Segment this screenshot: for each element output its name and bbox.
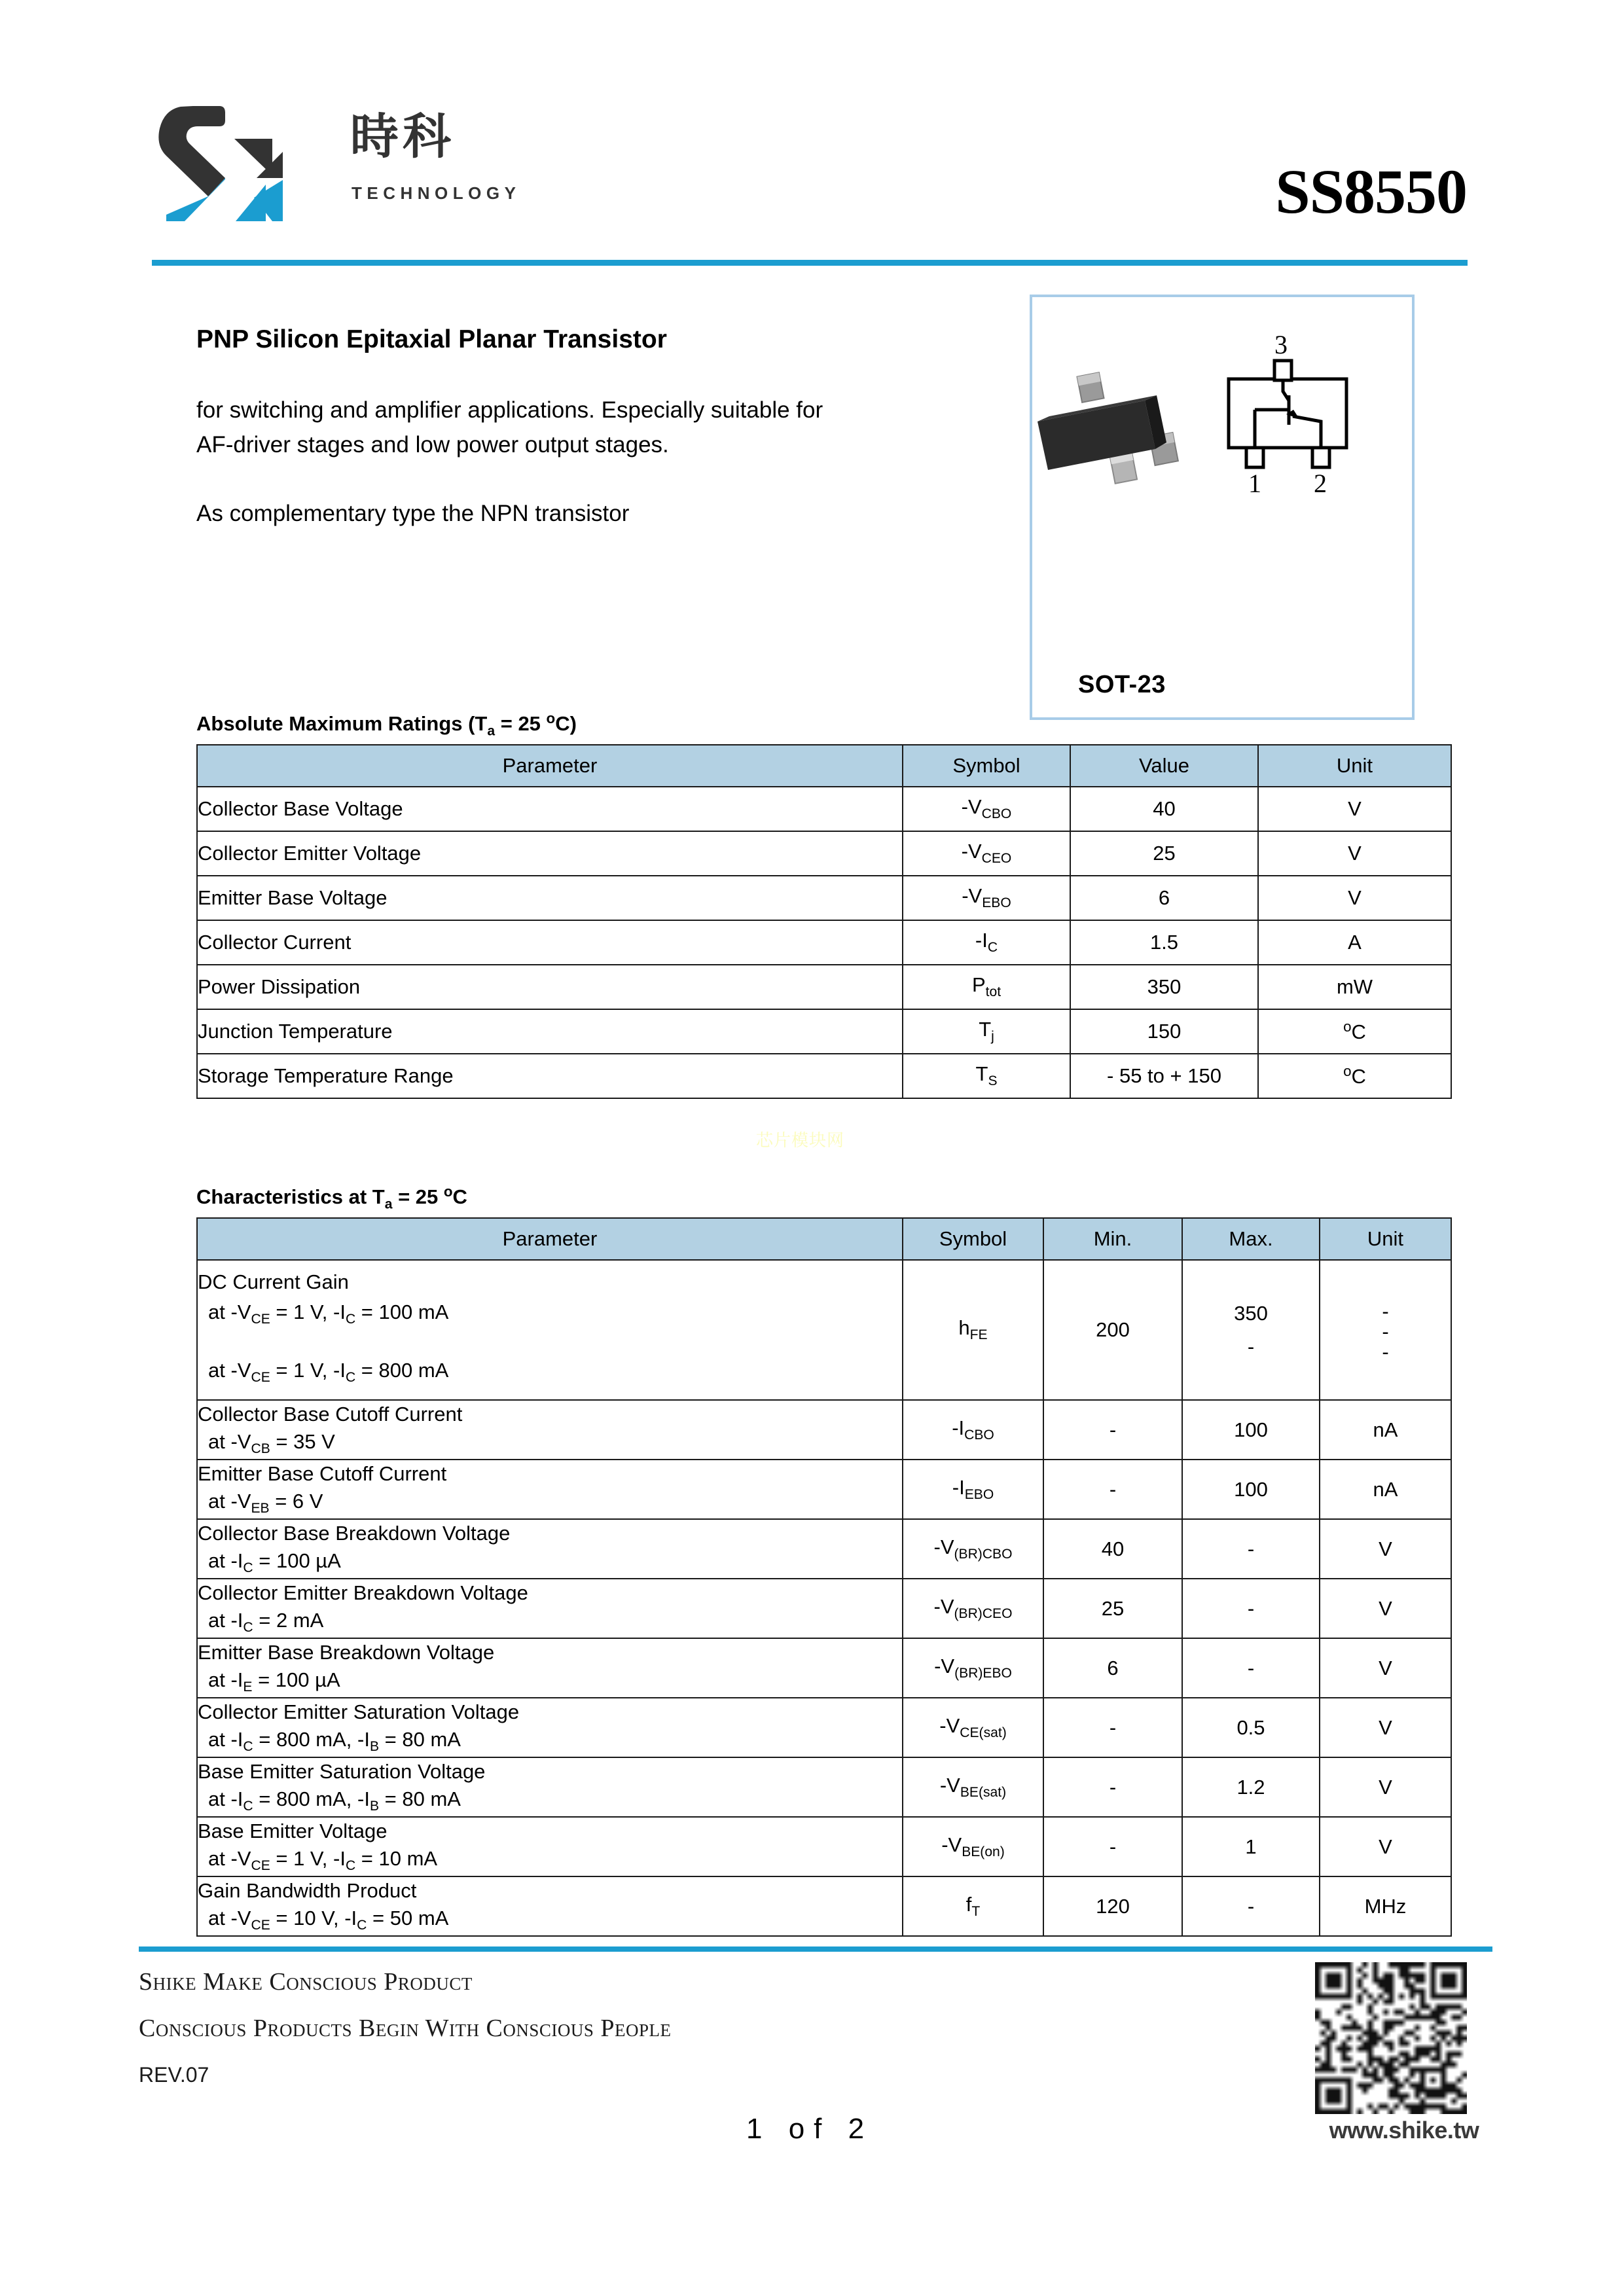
cell-unit: V xyxy=(1320,1638,1451,1698)
cell-parameter: Collector Emitter Voltage xyxy=(197,831,903,876)
table-row xyxy=(197,920,1451,965)
cell-unit: A xyxy=(1258,920,1451,965)
table-row xyxy=(197,1519,1451,1579)
table-row xyxy=(197,1638,1451,1698)
product-title: PNP Silicon Epitaxial Planar Transistor xyxy=(196,325,667,353)
cell-min: - xyxy=(1043,1757,1182,1817)
cell-unit: V xyxy=(1258,787,1451,831)
cell-parameter: Emitter Base Breakdown Voltage at $-I_E = 100$ µA xyxy=(197,1638,903,1698)
table-row xyxy=(197,1876,1451,1936)
cell-value: 1.5 xyxy=(1070,920,1258,965)
cell-symbol: $-V_{CBO}$ xyxy=(903,787,1070,831)
cell-min: 25 xyxy=(1043,1579,1182,1638)
cell-max: 100 xyxy=(1182,1400,1320,1460)
cell-value: 6 xyxy=(1070,876,1258,920)
cell-symbol: $-V_{(BR)EBO}$ xyxy=(903,1638,1043,1698)
cell-unit: V xyxy=(1320,1698,1451,1757)
table-row xyxy=(197,876,1451,920)
logo-chinese-name: 時科 xyxy=(350,109,455,165)
footer-slogan-1: Shike Make Conscious Product xyxy=(139,1968,473,1996)
cell-unit: $^o$C xyxy=(1258,1009,1451,1054)
table-row xyxy=(197,1260,1451,1400)
header-divider xyxy=(152,260,1468,266)
page-number: 1 of 2 xyxy=(746,2113,874,2145)
cell-min: - xyxy=(1043,1817,1182,1876)
cell-min: - xyxy=(1043,1460,1182,1519)
logo-tagline: TECHNOLOGY xyxy=(352,183,521,203)
cell-unit: nA xyxy=(1320,1400,1451,1460)
cell-min: 40 xyxy=(1043,1519,1182,1579)
characteristics-table xyxy=(196,1217,1452,1937)
col-header-unit: Unit xyxy=(1320,1218,1451,1260)
sot23-package-illustration xyxy=(1032,323,1412,618)
cell-unit: mW xyxy=(1258,965,1451,1009)
pin-3-label: 3 xyxy=(1274,330,1288,359)
cell-max: 1 xyxy=(1182,1817,1320,1876)
revision-label: REV.07 xyxy=(139,2063,209,2087)
col-header-parameter: Parameter xyxy=(197,745,903,787)
cell-max: 100 xyxy=(1182,1460,1320,1519)
table-row xyxy=(197,1460,1451,1519)
website-url: www.shike.tw xyxy=(1329,2117,1479,2144)
cell-value: 350 xyxy=(1070,965,1258,1009)
cell-max: 350 - xyxy=(1182,1260,1320,1400)
col-header-unit: Unit xyxy=(1258,745,1451,787)
cell-parameter: Emitter Base Voltage xyxy=(197,876,903,920)
cell-max: - xyxy=(1182,1638,1320,1698)
part-number-title: SS8550 xyxy=(1275,156,1467,226)
qr-code-icon xyxy=(1315,1962,1467,2114)
cell-parameter: Gain Bandwidth Product at $-V_{CE} = 10$ V, $-I_C = 50$ mA xyxy=(197,1876,903,1936)
col-header-max: Max. xyxy=(1182,1218,1320,1260)
cell-parameter: Power Dissipation xyxy=(197,965,903,1009)
cell-value: - 55 to + 150 xyxy=(1070,1054,1258,1098)
cell-parameter: Storage Temperature Range xyxy=(197,1054,903,1098)
cell-symbol: $-V_{EBO}$ xyxy=(903,876,1070,920)
cell-min: - xyxy=(1043,1400,1182,1460)
table-row xyxy=(197,1579,1451,1638)
cell-value: 40 xyxy=(1070,787,1258,831)
col-header-symbol: Symbol xyxy=(903,1218,1043,1260)
cell-symbol: $T_S$ xyxy=(903,1054,1070,1098)
cell-max: 1.2 xyxy=(1182,1757,1320,1817)
qr-code-block xyxy=(1306,1962,1502,2144)
description-paragraph-1: for switching and amplifier applications. Especially suitable for AF-driver stages and low power output stages. xyxy=(196,397,823,457)
package-diagram-box xyxy=(1030,295,1415,720)
cell-symbol: $-I_{CBO}$ xyxy=(903,1400,1043,1460)
cell-symbol: $h_{FE}$ xyxy=(903,1260,1043,1400)
cell-unit: V xyxy=(1258,876,1451,920)
cell-parameter: Collector Base Cutoff Current at $-V_{CB} = 35$ V xyxy=(197,1400,903,1460)
cell-unit: V xyxy=(1320,1519,1451,1579)
cell-symbol: $-V_{BE(on)}$ xyxy=(903,1817,1043,1876)
package-photo xyxy=(1038,372,1178,484)
table-header-row xyxy=(197,745,1451,787)
cell-symbol: $-V_{BE(sat)}$ xyxy=(903,1757,1043,1817)
cell-min: 6 xyxy=(1043,1638,1182,1698)
table-row xyxy=(197,787,1451,831)
col-header-parameter: Parameter xyxy=(197,1218,903,1260)
footer-divider xyxy=(139,1946,1492,1952)
table-row xyxy=(197,1698,1451,1757)
cell-min: - xyxy=(1043,1698,1182,1757)
sk-logo-icon xyxy=(157,98,334,232)
cell-symbol: $-V_{CEO}$ xyxy=(903,831,1070,876)
table-row xyxy=(197,831,1451,876)
col-header-symbol: Symbol xyxy=(903,745,1070,787)
cell-parameter: Collector Emitter Saturation Voltage at $-I_C = 800$ mA, $-I_B = 80$ mA xyxy=(197,1698,903,1757)
cell-parameter: Collector Emitter Breakdown Voltage at $-I_C = 2$ mA xyxy=(197,1579,903,1638)
cell-min: 200 xyxy=(1043,1260,1182,1400)
table-row xyxy=(197,1817,1451,1876)
cell-unit: V xyxy=(1320,1579,1451,1638)
cell-symbol: $f_T$ xyxy=(903,1876,1043,1936)
pin-1-label: 1 xyxy=(1248,469,1261,498)
cell-parameter: DC Current Gain at $-V_{CE} = 1$ V, $-I_C = 100$ mA at $-V_{CE} = 1$ V, $-I_C = 800$ mA xyxy=(197,1260,903,1400)
cell-parameter: Junction Temperature xyxy=(197,1009,903,1054)
cell-symbol: $-V_{CE(sat)}$ xyxy=(903,1698,1043,1757)
footer-slogan-2: Conscious Products Begin With Conscious People xyxy=(139,2015,672,2042)
cell-max: - xyxy=(1182,1876,1320,1936)
page-header xyxy=(0,0,1624,268)
cell-unit: MHz xyxy=(1320,1876,1451,1936)
abs-max-caption: Absolute Maximum Ratings ($T_a = 25$ $^o$C) xyxy=(196,710,577,739)
cell-value: 150 xyxy=(1070,1009,1258,1054)
watermark-text: 芯片模块网 xyxy=(756,1131,845,1151)
col-header-value: Value xyxy=(1070,745,1258,787)
cell-symbol: $-V_{(BR)CBO}$ xyxy=(903,1519,1043,1579)
col-header-min: Min. xyxy=(1043,1218,1182,1260)
cell-symbol: $P_{tot}$ xyxy=(903,965,1070,1009)
characteristics-caption: Characteristics at $T_a = 25$ $^o$C xyxy=(196,1183,467,1212)
table-row xyxy=(197,1009,1451,1054)
package-type-label: SOT-23 xyxy=(1078,671,1166,698)
pinout-schematic xyxy=(1229,361,1346,467)
cell-min: 120 xyxy=(1043,1876,1182,1936)
cell-unit: $^o$C xyxy=(1258,1054,1451,1098)
cell-symbol: $-V_{(BR)CEO}$ xyxy=(903,1579,1043,1638)
cell-value: 25 xyxy=(1070,831,1258,876)
description-paragraph-2: As complementary type the NPN transistor xyxy=(196,501,630,527)
cell-unit: nA xyxy=(1320,1460,1451,1519)
cell-parameter: Base Emitter Saturation Voltage at $-I_C = 800$ mA, $-I_B = 80$ mA xyxy=(197,1757,903,1817)
table-row xyxy=(197,1757,1451,1817)
cell-symbol: $-I_{EBO}$ xyxy=(903,1460,1043,1519)
product-description xyxy=(196,324,825,531)
table-header-row xyxy=(197,1218,1451,1260)
cell-symbol: $-I_C$ xyxy=(903,920,1070,965)
cell-unit: V xyxy=(1320,1757,1451,1817)
company-logo xyxy=(157,98,524,239)
table-row xyxy=(197,965,1451,1009)
table-row xyxy=(197,1054,1451,1098)
cell-parameter: Emitter Base Cutoff Current at $-V_{EB} = 6$ V xyxy=(197,1460,903,1519)
cell-unit: - - - xyxy=(1320,1260,1451,1400)
cell-max: - xyxy=(1182,1519,1320,1579)
cell-parameter: Collector Base Voltage xyxy=(197,787,903,831)
cell-parameter: Collector Base Breakdown Voltage at $-I_C = 100$ µA xyxy=(197,1519,903,1579)
cell-parameter: Base Emitter Voltage at $-V_{CE} = 1$ V, $-I_C = 10$ mA xyxy=(197,1817,903,1876)
cell-max: - xyxy=(1182,1579,1320,1638)
cell-unit: V xyxy=(1258,831,1451,876)
absolute-maximum-ratings-table xyxy=(196,744,1452,1099)
cell-max: 0.5 xyxy=(1182,1698,1320,1757)
cell-symbol: $T_j$ xyxy=(903,1009,1070,1054)
cell-parameter: Collector Current xyxy=(197,920,903,965)
pin-2-label: 2 xyxy=(1314,469,1327,498)
cell-unit: V xyxy=(1320,1817,1451,1876)
table-row xyxy=(197,1400,1451,1460)
